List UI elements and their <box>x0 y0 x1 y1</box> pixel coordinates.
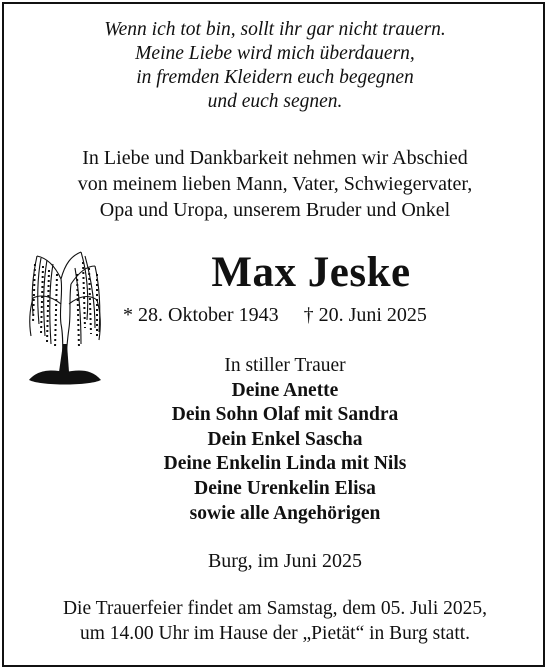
funeral-line: um 14.00 Uhr im Hause der „Pietät“ in Burg statt. <box>79 623 471 644</box>
mourner: Deine Urenkelin Elisa <box>194 477 376 499</box>
poem-line: in fremden Kleidern euch begegnen <box>136 67 414 88</box>
mourners-intro: In stiller Trauer <box>224 355 346 376</box>
farewell-line: In Liebe und Dankbarkeit nehmen wir Abschied <box>82 147 468 169</box>
poem <box>0 18 550 114</box>
farewell-line: Opa und Uropa, unserem Bruder und Onkel <box>99 199 451 221</box>
birth-date: * 28. Oktober 1943 <box>123 304 279 326</box>
mourners <box>10 354 550 526</box>
mourner: Deine Enkelin Linda mit Nils <box>163 453 407 475</box>
life-dates <box>0 302 550 328</box>
poem-line: Wenn ich tot bin, sollt ihr gar nicht trauern. <box>104 19 446 40</box>
place-date: Burg, im Juni 2025 <box>207 550 363 572</box>
death-date: † 20. Juni 2025 <box>303 304 427 326</box>
mourner: sowie alle Angehörigen <box>189 502 381 524</box>
deceased-name: Max Jeske <box>211 249 411 296</box>
farewell-text <box>0 145 550 223</box>
funeral-line: Die Trauerfeier findet am Samstag, dem 05. Juli 2025, <box>62 598 488 619</box>
poem-line: und euch segnen. <box>207 91 343 112</box>
poem-line: Meine Liebe wird mich überdauern, <box>135 43 415 64</box>
mourner: Dein Sohn Olaf mit Sandra <box>171 404 399 426</box>
funeral-info <box>0 596 550 646</box>
farewell-line: von meinem lieben Mann, Vater, Schwiegervater, <box>77 173 473 195</box>
mourner: Dein Enkel Sascha <box>207 428 363 450</box>
mourner: Deine Anette <box>231 379 339 401</box>
